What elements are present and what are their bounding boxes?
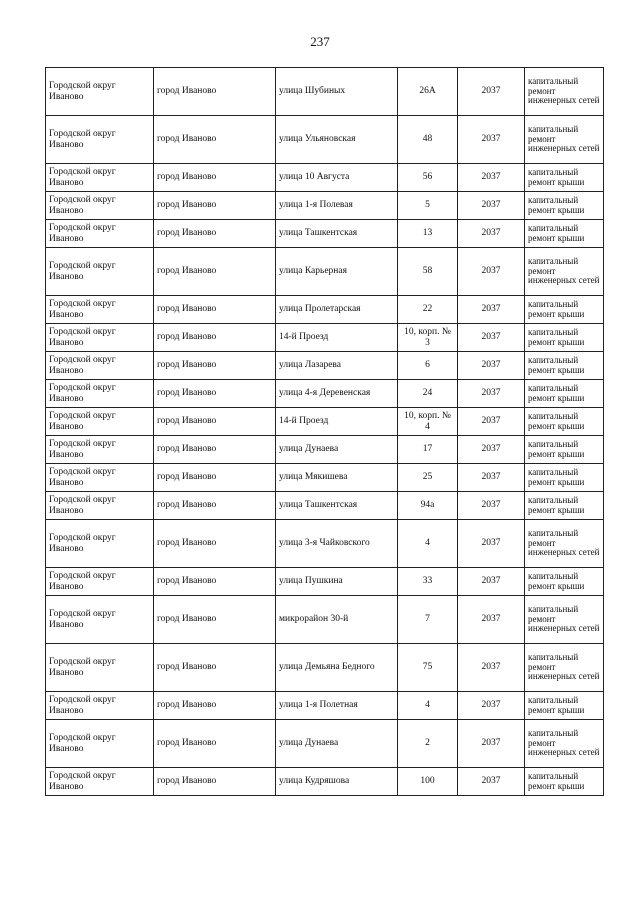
table-row <box>46 116 604 164</box>
district-cell: Городской округ Иваново <box>46 352 154 380</box>
street-cell: улица Ташкентская <box>276 492 398 520</box>
year-cell: 2037 <box>458 248 525 296</box>
street-cell: улица Дунаева <box>276 436 398 464</box>
house-number-cell: 25 <box>398 464 458 492</box>
table-row <box>46 164 604 192</box>
work-type-cell: капитальный ремонт крыши <box>525 692 604 720</box>
house-number-cell: 48 <box>398 116 458 164</box>
table-row <box>46 68 604 116</box>
table-row <box>46 720 604 768</box>
table-row <box>46 568 604 596</box>
house-number-cell: 7 <box>398 596 458 644</box>
year-cell: 2037 <box>458 720 525 768</box>
house-number-cell: 4 <box>398 692 458 720</box>
city-cell: город Иваново <box>154 492 276 520</box>
city-cell: город Иваново <box>154 644 276 692</box>
city-cell: город Иваново <box>154 248 276 296</box>
district-cell: Городской округ Иваново <box>46 520 154 568</box>
district-cell: Городской округ Иваново <box>46 720 154 768</box>
city-cell: город Иваново <box>154 220 276 248</box>
city-cell: город Иваново <box>154 408 276 436</box>
table-row <box>46 464 604 492</box>
street-cell: улица Карьерная <box>276 248 398 296</box>
city-cell: город Иваново <box>154 352 276 380</box>
city-cell: город Иваново <box>154 464 276 492</box>
page-number: 237 <box>310 34 330 49</box>
city-cell: город Иваново <box>154 164 276 192</box>
district-cell: Городской округ Иваново <box>46 568 154 596</box>
table-row <box>46 192 604 220</box>
year-cell: 2037 <box>458 568 525 596</box>
year-cell: 2037 <box>458 192 525 220</box>
house-number-cell: 100 <box>398 768 458 796</box>
street-cell: улица Ташкентская <box>276 220 398 248</box>
work-type-cell: капитальный ремонт крыши <box>525 768 604 796</box>
year-cell: 2037 <box>458 164 525 192</box>
work-type-cell: капитальный ремонт инженерных сетей <box>525 520 604 568</box>
house-number-cell: 5 <box>398 192 458 220</box>
house-number-cell: 58 <box>398 248 458 296</box>
district-cell: Городской округ Иваново <box>46 596 154 644</box>
work-type-cell: капитальный ремонт крыши <box>525 380 604 408</box>
city-cell: город Иваново <box>154 192 276 220</box>
street-cell: улица 1-я Полевая <box>276 192 398 220</box>
district-cell: Городской округ Иваново <box>46 692 154 720</box>
city-cell: город Иваново <box>154 596 276 644</box>
house-number-cell: 22 <box>398 296 458 324</box>
work-type-cell: капитальный ремонт крыши <box>525 568 604 596</box>
work-type-cell: капитальный ремонт крыши <box>525 296 604 324</box>
street-cell: улица Пролетарская <box>276 296 398 324</box>
year-cell: 2037 <box>458 220 525 248</box>
street-cell: улица 10 Августа <box>276 164 398 192</box>
house-number-cell: 2 <box>398 720 458 768</box>
city-cell: город Иваново <box>154 568 276 596</box>
street-cell: улица 1-я Полетная <box>276 692 398 720</box>
house-number-cell: 10, корп. № 3 <box>398 324 458 352</box>
year-cell: 2037 <box>458 436 525 464</box>
district-cell: Городской округ Иваново <box>46 220 154 248</box>
table-row <box>46 436 604 464</box>
table-row <box>46 220 604 248</box>
house-number-cell: 24 <box>398 380 458 408</box>
district-cell: Городской округ Иваново <box>46 248 154 296</box>
street-cell: улица Демьяна Бедного <box>276 644 398 692</box>
year-cell: 2037 <box>458 408 525 436</box>
street-cell: улица Шубиных <box>276 68 398 116</box>
city-cell: город Иваново <box>154 436 276 464</box>
city-cell: город Иваново <box>154 116 276 164</box>
work-type-cell: капитальный ремонт инженерных сетей <box>525 68 604 116</box>
table-row <box>46 596 604 644</box>
table-row <box>46 520 604 568</box>
work-type-cell: капитальный ремонт крыши <box>525 436 604 464</box>
city-cell: город Иваново <box>154 692 276 720</box>
house-number-cell: 10, корп. № 4 <box>398 408 458 436</box>
registry-table-body <box>46 68 604 796</box>
work-type-cell: капитальный ремонт инженерных сетей <box>525 248 604 296</box>
year-cell: 2037 <box>458 68 525 116</box>
work-type-cell: капитальный ремонт инженерных сетей <box>525 644 604 692</box>
year-cell: 2037 <box>458 644 525 692</box>
year-cell: 2037 <box>458 520 525 568</box>
table-row <box>46 408 604 436</box>
street-cell: улица Мякишева <box>276 464 398 492</box>
district-cell: Городской округ Иваново <box>46 324 154 352</box>
work-type-cell: капитальный ремонт инженерных сетей <box>525 720 604 768</box>
year-cell: 2037 <box>458 692 525 720</box>
table-row <box>46 248 604 296</box>
district-cell: Городской округ Иваново <box>46 296 154 324</box>
city-cell: город Иваново <box>154 768 276 796</box>
work-type-cell: капитальный ремонт крыши <box>525 408 604 436</box>
table-row <box>46 644 604 692</box>
house-number-cell: 56 <box>398 164 458 192</box>
district-cell: Городской округ Иваново <box>46 116 154 164</box>
table-row <box>46 352 604 380</box>
house-number-cell: 17 <box>398 436 458 464</box>
district-cell: Городской округ Иваново <box>46 408 154 436</box>
work-type-cell: капитальный ремонт крыши <box>525 464 604 492</box>
table-row <box>46 768 604 796</box>
house-number-cell: 33 <box>398 568 458 596</box>
year-cell: 2037 <box>458 464 525 492</box>
year-cell: 2037 <box>458 768 525 796</box>
year-cell: 2037 <box>458 352 525 380</box>
district-cell: Городской округ Иваново <box>46 436 154 464</box>
city-cell: город Иваново <box>154 324 276 352</box>
city-cell: город Иваново <box>154 296 276 324</box>
year-cell: 2037 <box>458 324 525 352</box>
district-cell: Городской округ Иваново <box>46 464 154 492</box>
work-type-cell: капитальный ремонт инженерных сетей <box>525 596 604 644</box>
city-cell: город Иваново <box>154 380 276 408</box>
house-number-cell: 94а <box>398 492 458 520</box>
house-number-cell: 6 <box>398 352 458 380</box>
work-type-cell: капитальный ремонт крыши <box>525 324 604 352</box>
work-type-cell: капитальный ремонт инженерных сетей <box>525 116 604 164</box>
street-cell: 14-й Проезд <box>276 408 398 436</box>
city-cell: город Иваново <box>154 520 276 568</box>
street-cell: улица Дунаева <box>276 720 398 768</box>
registry-table <box>45 67 604 796</box>
street-cell: улица Кудряшова <box>276 768 398 796</box>
table-row <box>46 296 604 324</box>
street-cell: микрорайон 30-й <box>276 596 398 644</box>
table-row <box>46 324 604 352</box>
house-number-cell: 26А <box>398 68 458 116</box>
year-cell: 2037 <box>458 596 525 644</box>
table-row <box>46 492 604 520</box>
city-cell: город Иваново <box>154 720 276 768</box>
street-cell: 14-й Проезд <box>276 324 398 352</box>
work-type-cell: капитальный ремонт крыши <box>525 492 604 520</box>
table-row <box>46 692 604 720</box>
table-row <box>46 380 604 408</box>
year-cell: 2037 <box>458 380 525 408</box>
district-cell: Городской округ Иваново <box>46 768 154 796</box>
work-type-cell: капитальный ремонт крыши <box>525 164 604 192</box>
district-cell: Городской округ Иваново <box>46 380 154 408</box>
district-cell: Городской округ Иваново <box>46 68 154 116</box>
street-cell: улица Пушкина <box>276 568 398 596</box>
work-type-cell: капитальный ремонт крыши <box>525 352 604 380</box>
house-number-cell: 75 <box>398 644 458 692</box>
district-cell: Городской округ Иваново <box>46 492 154 520</box>
year-cell: 2037 <box>458 296 525 324</box>
year-cell: 2037 <box>458 492 525 520</box>
street-cell: улица Лазарева <box>276 352 398 380</box>
district-cell: Городской округ Иваново <box>46 644 154 692</box>
house-number-cell: 4 <box>398 520 458 568</box>
work-type-cell: капитальный ремонт крыши <box>525 220 604 248</box>
house-number-cell: 13 <box>398 220 458 248</box>
city-cell: город Иваново <box>154 68 276 116</box>
street-cell: улица 3-я Чайковского <box>276 520 398 568</box>
street-cell: улица 4-я Деревенская <box>276 380 398 408</box>
district-cell: Городской округ Иваново <box>46 192 154 220</box>
year-cell: 2037 <box>458 116 525 164</box>
street-cell: улица Ульяновская <box>276 116 398 164</box>
work-type-cell: капитальный ремонт крыши <box>525 192 604 220</box>
district-cell: Городской округ Иваново <box>46 164 154 192</box>
